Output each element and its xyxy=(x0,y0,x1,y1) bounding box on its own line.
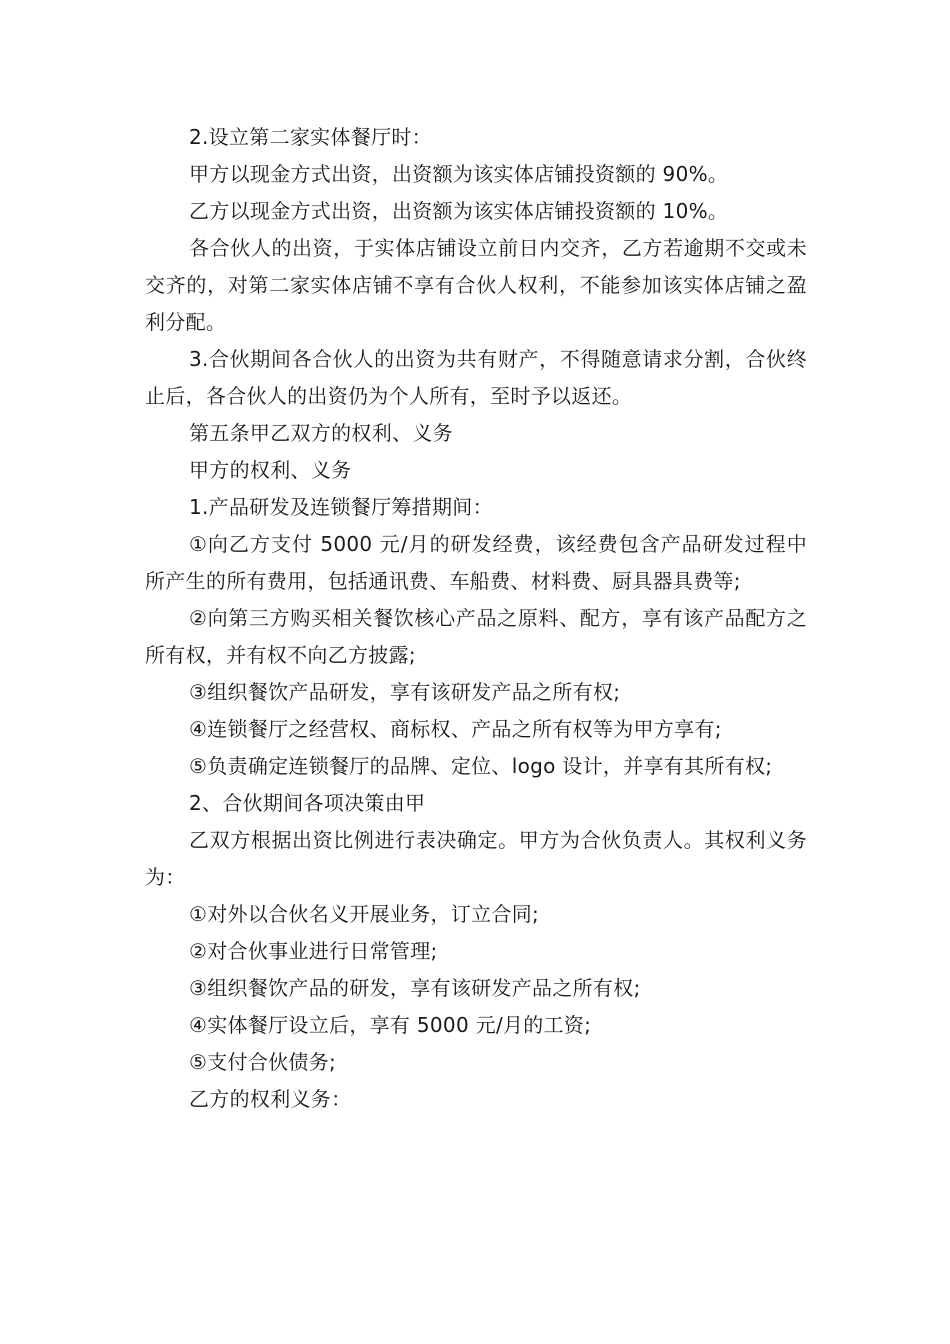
subsection-heading: 乙方的权利义务： xyxy=(189,1087,352,1111)
list-item: ①对外以合伙名义开展业务，订立合同; xyxy=(189,902,540,926)
paragraph: 3.合伙期间各合伙人的出资为共有财产，不得随意请求分割，合伙终止后，各合伙人的出资仍为个人所有，至时予以返还。 xyxy=(145,347,807,408)
list-item: ②对合伙事业进行日常管理; xyxy=(189,939,438,963)
paragraph: 1.产品研发及连锁餐厅筹措期间： xyxy=(189,495,493,519)
section-heading: 第五条甲乙双方的权利、义务 xyxy=(189,421,453,445)
list-item: ④连锁餐厅之经营权、商标权、产品之所有权等为甲方享有; xyxy=(189,717,722,741)
paragraph: 2、合伙期间各项决策由甲 xyxy=(189,791,426,815)
subsection-heading: 甲方的权利、义务 xyxy=(189,458,352,482)
list-item: ⑤支付合伙债务; xyxy=(189,1050,337,1074)
list-item: ④实体餐厅设立后，享有 5000 元/月的工资; xyxy=(189,1013,592,1037)
paragraph: 甲方以现金方式出资，出资额为该实体店铺投资额的 90%。 xyxy=(189,162,729,186)
paragraph: 2.设立第二家实体餐厅时： xyxy=(189,125,432,149)
list-item: ⑤负责确定连锁餐厅的品牌、定位、logo 设计，并享有其所有权; xyxy=(189,754,773,778)
list-item: ①向乙方支付 5000 元/月的研发经费，该经费包含产品研发过程中所产生的所有费用，包括通讯费、车船费、材料费、厨具器具费等; xyxy=(145,532,807,593)
paragraph: 各合伙人的出资，于实体店铺设立前日内交齐，乙方若逾期不交或未交齐的，对第二家实体店铺不享有合伙人权利，不能参加该实体店铺之盈利分配。 xyxy=(145,236,807,334)
paragraph: 乙方以现金方式出资，出资额为该实体店铺投资额的 10%。 xyxy=(189,199,729,223)
list-item: ③组织餐饮产品的研发，享有该研发产品之所有权; xyxy=(189,976,641,1000)
paragraph: 乙双方根据出资比例进行表决确定。甲方为合伙负责人。其权利义务为： xyxy=(145,828,807,889)
list-item: ③组织餐饮产品研发，享有该研发产品之所有权; xyxy=(189,680,621,704)
document-body xyxy=(145,119,807,1118)
list-item: ②向第三方购买相关餐饮核心产品之原料、配方，享有该产品配方之所有权，并有权不向乙方披露; xyxy=(145,606,807,667)
